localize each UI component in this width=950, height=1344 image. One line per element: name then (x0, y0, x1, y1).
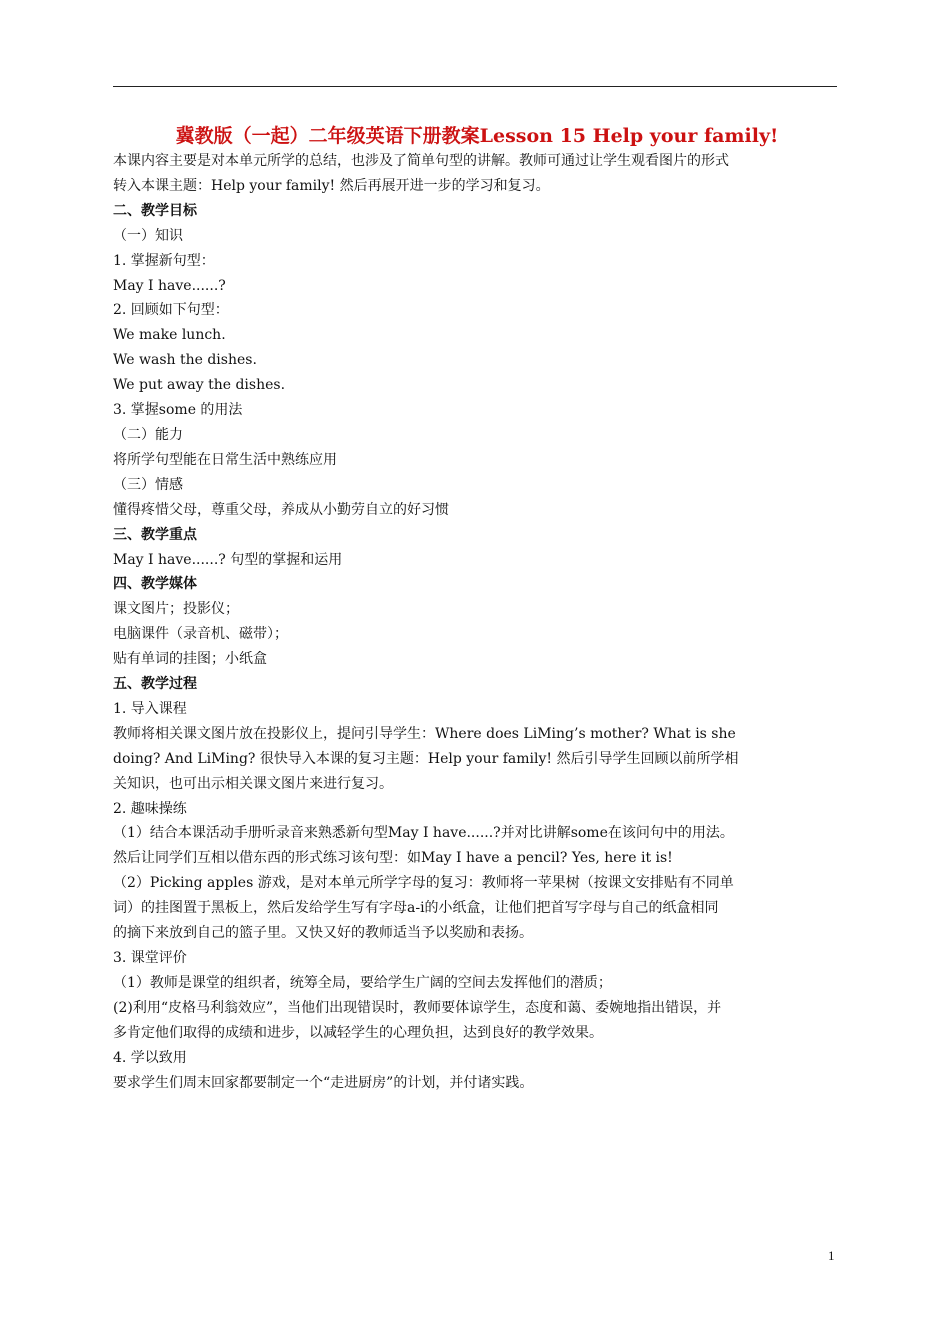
knowledge-line: We make lunch. (113, 327, 226, 344)
knowledge-line: 3. 掌握some 的用法 (113, 402, 243, 419)
section-heading-key-points: 三、教学重点 (113, 526, 197, 543)
page-number: 1 (828, 1248, 835, 1263)
knowledge-line: We put away the dishes. (113, 377, 286, 394)
emotion-text: 懂得疼惜父母，尊重父母，养成从小勤劳自立的好习惯 (113, 501, 449, 518)
step-evaluation-line: （1）教师是课堂的组织者，统筹全局，要给学生广阔的空间去发挥他们的潜质； (113, 974, 612, 991)
knowledge-line: 1. 掌握新句型： (113, 252, 215, 269)
media-line: 贴有单词的挂图；小纸盒 (113, 651, 267, 668)
step-heading-intro: 1. 导入课程 (113, 700, 187, 717)
step-evaluation-line: (2)利用“皮格马利翁效应”，当他们出现错误时，教师要体谅学生，态度和蔼、委婉地指出错误，并 (113, 999, 722, 1016)
document-body (113, 123, 841, 1095)
step-application-line: 要求学生们周末回家都要制定一个“走进厨房”的计划，并付诸实践。 (113, 1074, 534, 1091)
ability-text: 将所学句型能在日常生活中熟练应用 (113, 451, 337, 468)
header-rule (113, 86, 837, 87)
section-heading-process: 五、教学过程 (113, 676, 197, 693)
subheading-emotion: （三）情感 (113, 476, 183, 493)
intro-line: 本课内容主要是对本单元所学的总结，也涉及了简单句型的讲解。教师可通过让学生观看图片的形式 (113, 153, 729, 169)
step-practice-line: 词）的挂图置于黑板上，然后发给学生写有字母a-i的小纸盒，让他们把首写字母与自己的纸盒相同 (113, 900, 719, 917)
document-title: 冀教版（一起）二年级英语下册教案Lesson 15 Help your family! (175, 125, 779, 147)
knowledge-line: 2. 回顾如下句型： (113, 302, 229, 319)
step-heading-application: 4. 学以致用 (113, 1049, 187, 1066)
step-practice-line: （1）结合本课活动手册听录音来熟悉新句型May I have......?并对比讲解some在该问句中的用法。 (113, 825, 734, 842)
knowledge-line: We wash the dishes. (113, 352, 257, 369)
step-heading-practice: 2. 趣味操练 (113, 800, 187, 817)
media-line: 电脑课件（录音机、磁带）； (113, 626, 288, 643)
step-heading-evaluation: 3. 课堂评价 (113, 950, 187, 966)
step-evaluation-line: 多肯定他们取得的成绩和进步，以减轻学生的心理负担，达到良好的教学效果。 (113, 1024, 603, 1041)
section-heading-objectives: 二、教学目标 (113, 202, 197, 219)
subheading-knowledge: （一）知识 (113, 227, 183, 244)
step-intro-line: 教师将相关课文图片放在投影仪上，提问引导学生：Where does LiMing’s mother? What is she (113, 725, 736, 742)
key-points-text: May I have......? 句型的掌握和运用 (113, 551, 343, 568)
step-practice-line: （2）Picking apples 游戏，是对本单元所学字母的复习：教师将一苹果树（按课文安排贴有不同单 (113, 875, 734, 892)
media-line: 课文图片；投影仪； (113, 601, 239, 618)
step-practice-line: 然后让同学们互相以借东西的形式练习该句型：如May I have a pencil? Yes, here it is! (113, 850, 673, 867)
section-heading-media: 四、教学媒体 (113, 576, 197, 593)
intro-line: 转入本课主题：Help your family! 然后再展开进一步的学习和复习。 (113, 177, 550, 194)
step-intro-line: 关知识，也可出示相关课文图片来进行复习。 (113, 775, 393, 792)
step-practice-line: 的摘下来放到自己的篮子里。又快又好的教师适当予以奖励和表扬。 (113, 925, 533, 942)
step-intro-line: doing? And LiMing? 很快导入本课的复习主题：Help your family! 然后引导学生回顾以前所学相 (113, 750, 739, 767)
knowledge-line: May I have......? (113, 277, 226, 294)
subheading-ability: （二）能力 (113, 426, 183, 443)
